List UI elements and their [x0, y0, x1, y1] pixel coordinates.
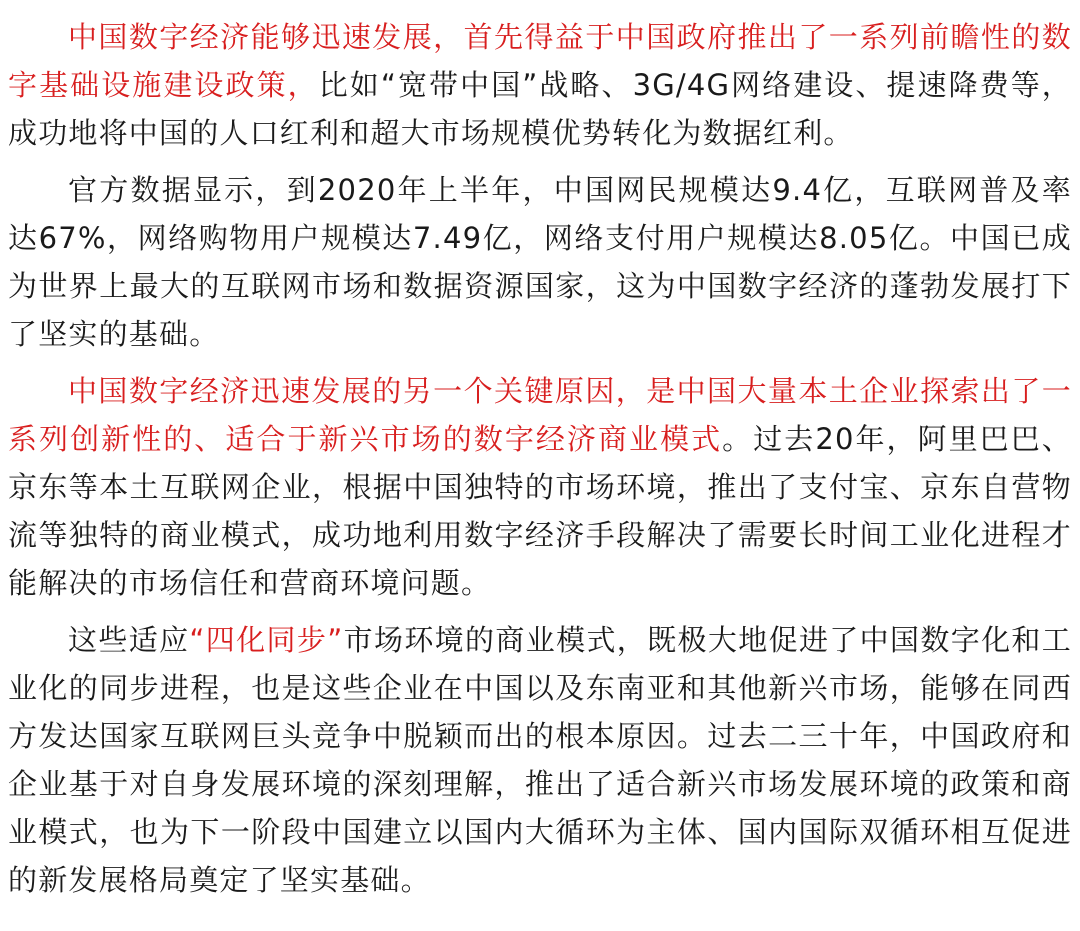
paragraph-4	[8, 616, 1072, 904]
highlight-text: “四化同步”	[189, 623, 344, 657]
article-body	[8, 13, 1072, 904]
highlight-text: 中国数字经济迅速发展的另一个关键原因，是中国大量本土企业探索出了一系列创新性的、适合于新兴市场的数字经济商业模式	[8, 374, 1072, 456]
highlight-text: 中国数字经济能够迅速发展，首先得益于中国政府推出了一系列前瞻性的数字基础设施建设政策，	[8, 20, 1072, 102]
body-text: 这些适应	[68, 623, 190, 657]
paragraph-1	[8, 13, 1072, 157]
body-text: 比如“宽带中国”战略、3G/4G网络建设、提速降费等，成功地将中国的人口红利和超大市场规模优势转化为数据红利。	[8, 68, 1072, 150]
body-text: 官方数据显示，到2020年上半年，中国网民规模达9.4亿，互联网普及率达67%，网络购物用户规模达7.49亿，网络支付用户规模达8.05亿。中国已成为世界上最大的互联网市场和数据资源国家，这为中国数字经济的蓬勃发展打下了坚实的基础。	[8, 173, 1072, 351]
paragraph-3	[8, 367, 1072, 607]
body-text: 。过去20年，阿里巴巴、京东等本土互联网企业，根据中国独特的市场环境，推出了支付宝、京东自营物流等独特的商业模式，成功地利用数字经济手段解决了需要长时间工业化进程才能解决的市场信任和营商环境问题。	[8, 422, 1072, 600]
body-text: 市场环境的商业模式，既极大地促进了中国数字化和工业化的同步进程，也是这些企业在中国以及东南亚和其他新兴市场，能够在同西方发达国家互联网巨头竞争中脱颖而出的根本原因。过去二三十年，中国政府和企业基于对自身发展环境的深刻理解，推出了适合新兴市场发展环境的政策和商业模式，也为下一阶段中国建立以国内大循环为主体、国内国际双循环相互促进的新发展格局奠定了坚实基础。	[8, 623, 1072, 897]
paragraph-2	[8, 166, 1072, 358]
